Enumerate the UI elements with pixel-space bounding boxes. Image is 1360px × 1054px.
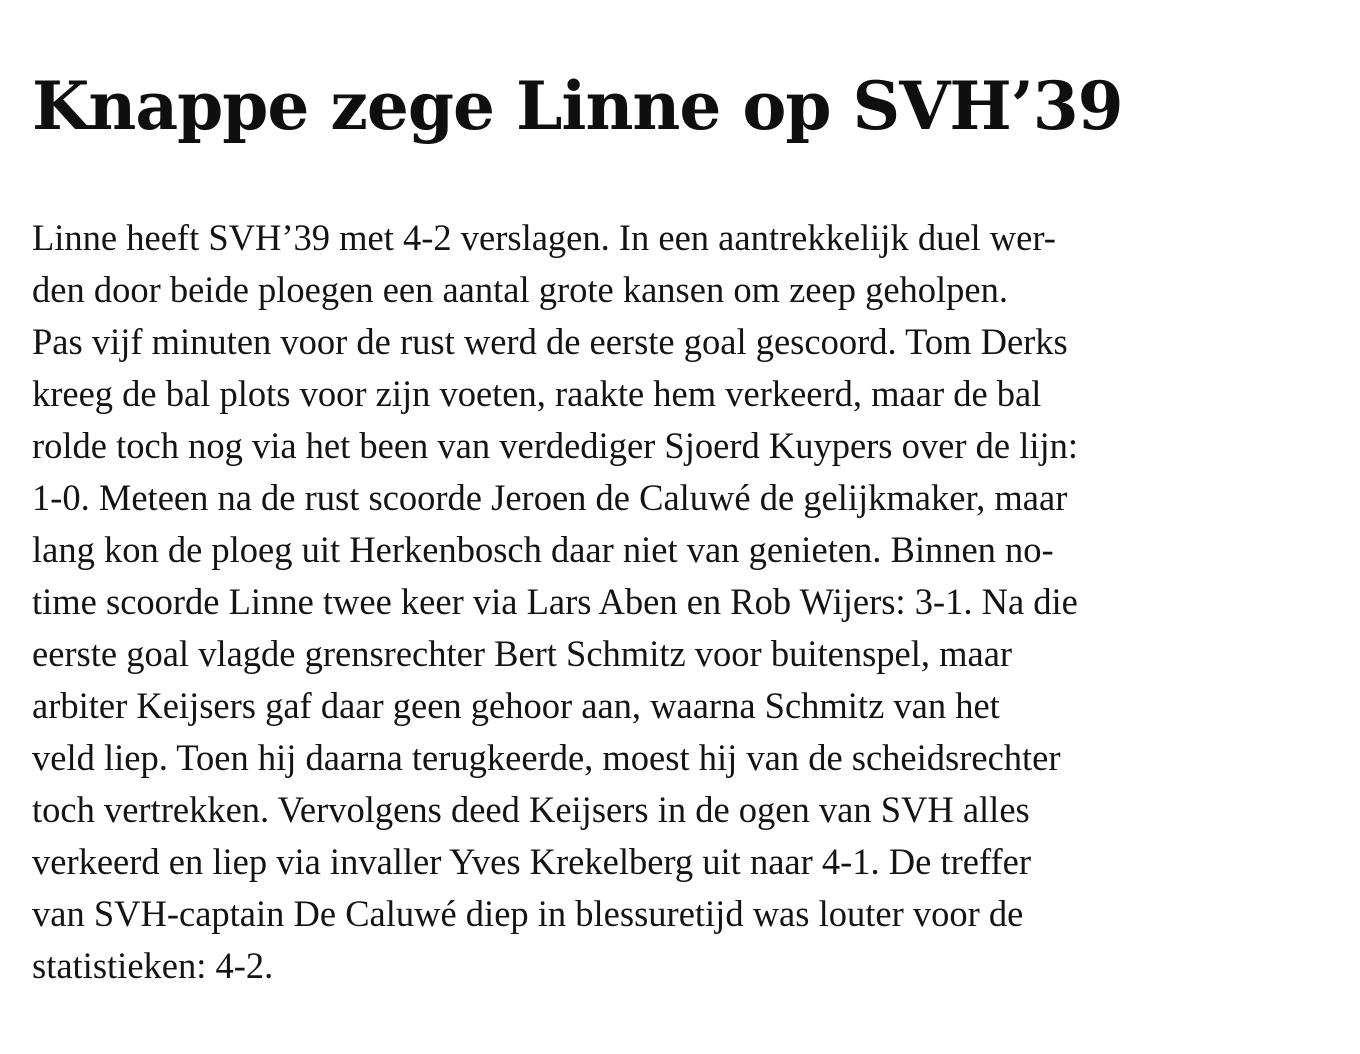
article (32, 58, 1322, 992)
article-body-line: time scoorde Linne twee keer via Lars Aben en Rob Wijers: 3-1. Na die (32, 581, 1078, 622)
article-body-line: verkeerd en liep via invaller Yves Krekelberg uit naar 4-1. De treffer (32, 841, 1031, 882)
article-body-line: rolde toch nog via het been van verdediger Sjoerd Kuypers over de lijn: (32, 425, 1079, 466)
article-body-line: van SVH-captain De Caluwé diep in blessuretijd was louter voor de (32, 893, 1024, 934)
article-body-line: 1-0. Meteen na de rust scoorde Jeroen de Caluwé de gelijkmaker, maar (32, 477, 1068, 518)
article-body-line: Linne heeft SVH’39 met 4-2 verslagen. In een aantrekkelijk duel wer- (32, 217, 1056, 258)
article-body-line: arbiter Keijsers gaf daar geen gehoor aan, waarna Schmitz van het (32, 685, 1000, 726)
article-body-line: veld liep. Toen hij daarna terugkeerde, moest hij van de scheidsrechter (32, 737, 1061, 778)
article-body-line: Pas vijf minuten voor de rust werd de eerste goal gescoord. Tom Derks (32, 321, 1068, 362)
article-body-line: eerste goal vlagde grensrechter Bert Schmitz voor buitenspel, maar (32, 633, 1013, 674)
article-body-line: toch vertrekken. Vervolgens deed Keijsers in de ogen van SVH alles (32, 789, 1030, 830)
article-body-line: kreeg de bal plots voor zijn voeten, raakte hem verkeerd, maar de bal (32, 373, 1042, 414)
article-body-line: den door beide ploegen een aantal grote kansen om zeep geholpen. (32, 269, 1008, 310)
article-body-line: statistieken: 4-2. (32, 945, 274, 986)
article-title: Knappe zege Linne op SVH’39 (32, 67, 1123, 145)
article-body-line: lang kon de ploeg uit Herkenbosch daar niet van genieten. Binnen no- (32, 529, 1054, 570)
article-body (32, 212, 1322, 992)
